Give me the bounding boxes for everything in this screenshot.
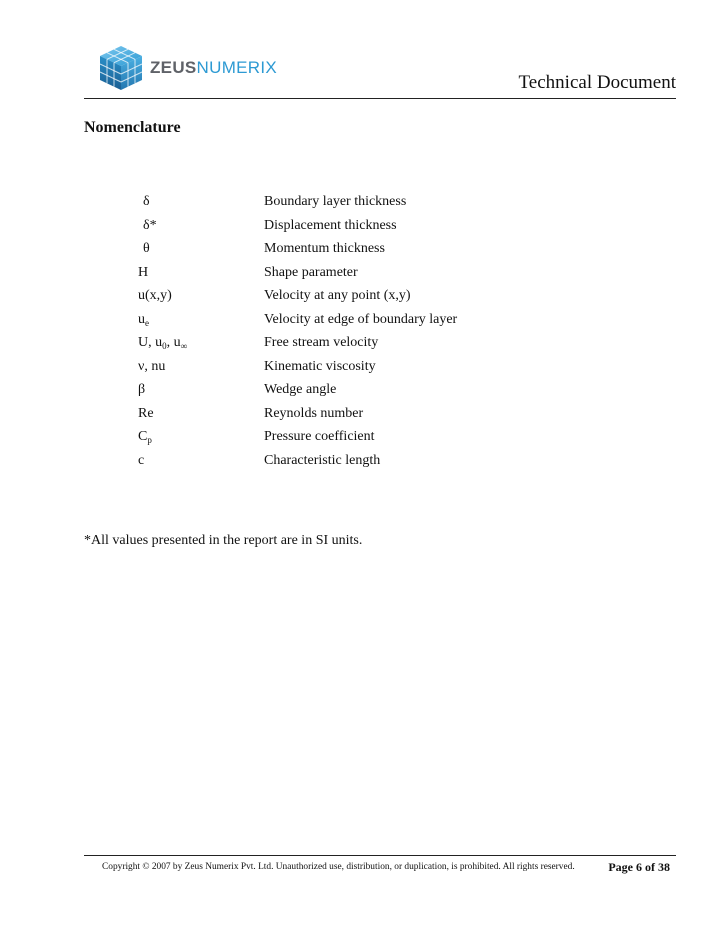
nomenclature-symbol: δ* bbox=[143, 217, 157, 233]
logo-wordmark bbox=[150, 58, 277, 78]
nomenclature-row bbox=[138, 406, 618, 430]
company-logo bbox=[98, 44, 288, 92]
logo-text-light: NUMERIX bbox=[196, 58, 278, 77]
page-number: Page 6 of 38 bbox=[608, 860, 670, 874]
nomenclature-row bbox=[138, 429, 618, 453]
nomenclature-symbol: c bbox=[138, 452, 145, 468]
nomenclature-row bbox=[138, 241, 618, 265]
nomenclature-description: Velocity at any point (x,y) bbox=[264, 288, 411, 303]
units-note: *All values presented in the report are in SI units. bbox=[84, 533, 363, 548]
nomenclature-row bbox=[138, 312, 618, 336]
nomenclature-description: Wedge angle bbox=[264, 382, 337, 397]
nomenclature-description: Free stream velocity bbox=[264, 335, 379, 350]
nomenclature-description: Velocity at edge of boundary layer bbox=[264, 311, 458, 327]
nomenclature-symbol: Re bbox=[138, 405, 154, 421]
copyright-notice: Copyright © 2007 by Zeus Numerix Pvt. Ltd. Unauthorized use, distribution, or duplication, is prohibited. All rights reserved. bbox=[102, 862, 575, 872]
cube-logo-icon bbox=[98, 44, 144, 92]
symbol-base: u bbox=[138, 311, 145, 327]
nomenclature-row bbox=[138, 194, 618, 218]
nomenclature-row bbox=[138, 335, 618, 359]
symbol-subscript: ∞ bbox=[180, 341, 188, 351]
nomenclature-description: Kinematic viscosity bbox=[264, 358, 376, 374]
nomenclature-symbol: u(x,y) bbox=[138, 288, 172, 303]
nomenclature-row bbox=[138, 382, 618, 406]
nomenclature-description: Pressure coefficient bbox=[264, 429, 375, 444]
nomenclature-description: Reynolds number bbox=[264, 405, 364, 421]
symbol-part: , u bbox=[166, 335, 181, 350]
footer-divider bbox=[84, 855, 676, 856]
section-title: Nomenclature bbox=[84, 119, 181, 136]
nomenclature-description: Momentum thickness bbox=[264, 241, 385, 256]
nomenclature-description: Displacement thickness bbox=[264, 217, 397, 233]
nomenclature-symbol: β bbox=[138, 382, 146, 397]
nomenclature-row bbox=[138, 453, 618, 477]
nomenclature-symbol: ν, nu bbox=[138, 358, 166, 374]
nomenclature-symbol: H bbox=[138, 264, 149, 280]
nomenclature-row bbox=[138, 218, 618, 242]
symbol-subscript: 0 bbox=[162, 341, 167, 351]
nomenclature-symbol bbox=[138, 429, 152, 445]
nomenclature-symbol bbox=[138, 312, 149, 328]
symbol-part: U, u bbox=[138, 335, 163, 350]
nomenclature-description: Characteristic length bbox=[264, 452, 381, 468]
symbol-subscript: e bbox=[145, 317, 149, 328]
nomenclature-table bbox=[138, 194, 618, 476]
nomenclature-description: Shape parameter bbox=[264, 264, 358, 280]
document-type-label: Technical Document bbox=[518, 72, 676, 93]
nomenclature-row bbox=[138, 288, 618, 312]
symbol-subscript: p bbox=[147, 435, 152, 445]
nomenclature-symbol: δ bbox=[143, 194, 150, 209]
nomenclature-row bbox=[138, 265, 618, 289]
symbol-base: C bbox=[138, 429, 148, 444]
header-divider bbox=[84, 98, 676, 99]
nomenclature-symbol: θ bbox=[143, 241, 150, 256]
logo-text-bold: ZEUS bbox=[150, 58, 197, 77]
nomenclature-row bbox=[138, 359, 618, 383]
nomenclature-symbol bbox=[138, 335, 187, 351]
nomenclature-description: Boundary layer thickness bbox=[264, 194, 407, 209]
